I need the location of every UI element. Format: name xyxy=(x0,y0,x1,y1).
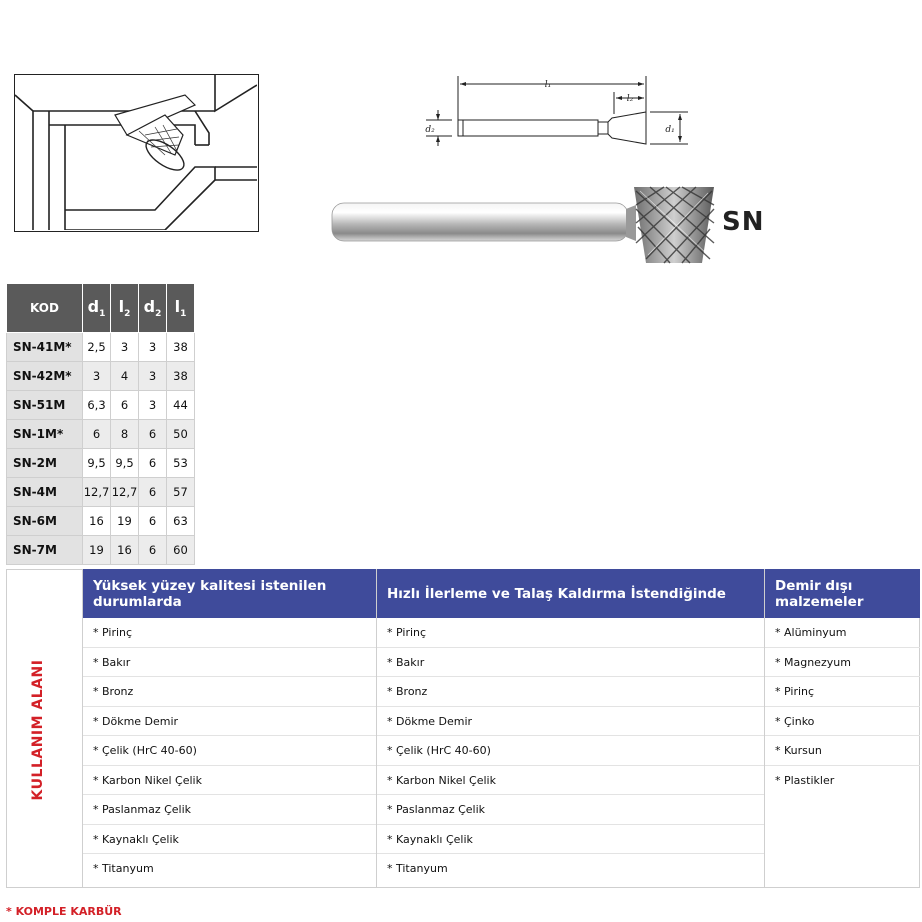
list-item: * Pirinç xyxy=(83,618,376,648)
list-item: * Kaynaklı Çelik xyxy=(83,825,376,855)
list-item: * Paslanmaz Çelik xyxy=(83,795,376,825)
usage-column-title: Yüksek yüzey kalitesi istenilen durumlarda xyxy=(83,569,376,618)
dimension-drawing xyxy=(418,74,708,164)
table-row: SN-41M* 2,5 3 3 38 xyxy=(7,333,195,362)
footnote: * KOMPLE KARBÜR xyxy=(6,905,122,918)
list-item: * Titanyum xyxy=(387,862,448,875)
list-item: * Bakır xyxy=(83,648,376,678)
header-d1: $d_1$ xyxy=(83,284,111,333)
usage-column-non-ferrous xyxy=(764,569,920,888)
list-item: * Paslanmaz Çelik xyxy=(377,795,764,825)
dim-label-d2: d₂ xyxy=(425,125,435,135)
list-item: * Bakır xyxy=(377,648,764,678)
dim-label-d1: d₁ xyxy=(665,125,675,135)
list-item: * Dökme Demir xyxy=(377,707,764,737)
list-item: * Pirinç xyxy=(377,618,764,648)
list-item: * Titanyum xyxy=(93,862,154,875)
list-item: * Dökme Demir xyxy=(83,707,376,737)
table-row: SN-42M* 3 4 3 38 xyxy=(7,362,195,391)
list-item: * Çinko xyxy=(765,707,920,737)
dim-label-l1: l₁ xyxy=(544,80,552,90)
header-d2: $d_2$ xyxy=(139,284,167,333)
material-list xyxy=(83,618,376,884)
table-row: SN-7M 19 16 6 60 xyxy=(7,536,195,565)
list-item: * Magnezyum xyxy=(765,648,920,678)
table-row: SN-51M 6,3 6 3 44 xyxy=(7,391,195,420)
list-item: * Bronz xyxy=(377,677,764,707)
list-item: * Karbon Nikel Çelik xyxy=(83,766,376,796)
material-list xyxy=(765,618,920,795)
workpiece-illustration xyxy=(15,75,257,230)
table-header-row xyxy=(7,284,195,333)
dim-label-l2: l₂ xyxy=(626,94,634,104)
header-kod: KOD xyxy=(7,284,83,333)
list-item: * Alüminyum xyxy=(765,618,920,648)
table-row: SN-2M 9,5 9,5 6 53 xyxy=(7,449,195,478)
list-item: * Çelik (HrC 40-60) xyxy=(83,736,376,766)
table-row: SN-4M 12,7 12,7 6 57 xyxy=(7,478,195,507)
material-list xyxy=(377,618,764,884)
list-item: * Bronz xyxy=(83,677,376,707)
header-l2: $l_2$ xyxy=(111,284,139,333)
product-code: SN xyxy=(722,207,765,237)
usage-column-high-surface-quality xyxy=(82,569,376,888)
usage-column-fast-feed xyxy=(376,569,764,888)
usage-column-title: Demir dışı malzemeler xyxy=(765,569,920,618)
table-row: SN-6M 16 19 6 63 xyxy=(7,507,195,536)
spec-table xyxy=(6,283,195,565)
list-item: * Pirinç xyxy=(765,677,920,707)
usage-column-title: Hızlı İlerleme ve Talaş Kaldırma İstendiğinde xyxy=(377,569,764,618)
product-photo xyxy=(330,183,720,265)
header-l1: $l_1$ xyxy=(167,284,195,333)
list-item: * Plastikler xyxy=(775,773,835,787)
list-item: * Kursun xyxy=(765,736,920,766)
table-row: SN-1M* 6 8 6 50 xyxy=(7,420,195,449)
list-item: * Çelik (HrC 40-60) xyxy=(377,736,764,766)
list-item: * Karbon Nikel Çelik xyxy=(377,766,764,796)
usage-area-label: KULLANIM ALANI xyxy=(30,659,46,801)
application-illustration xyxy=(14,74,259,232)
list-item: * Kaynaklı Çelik xyxy=(377,825,764,855)
